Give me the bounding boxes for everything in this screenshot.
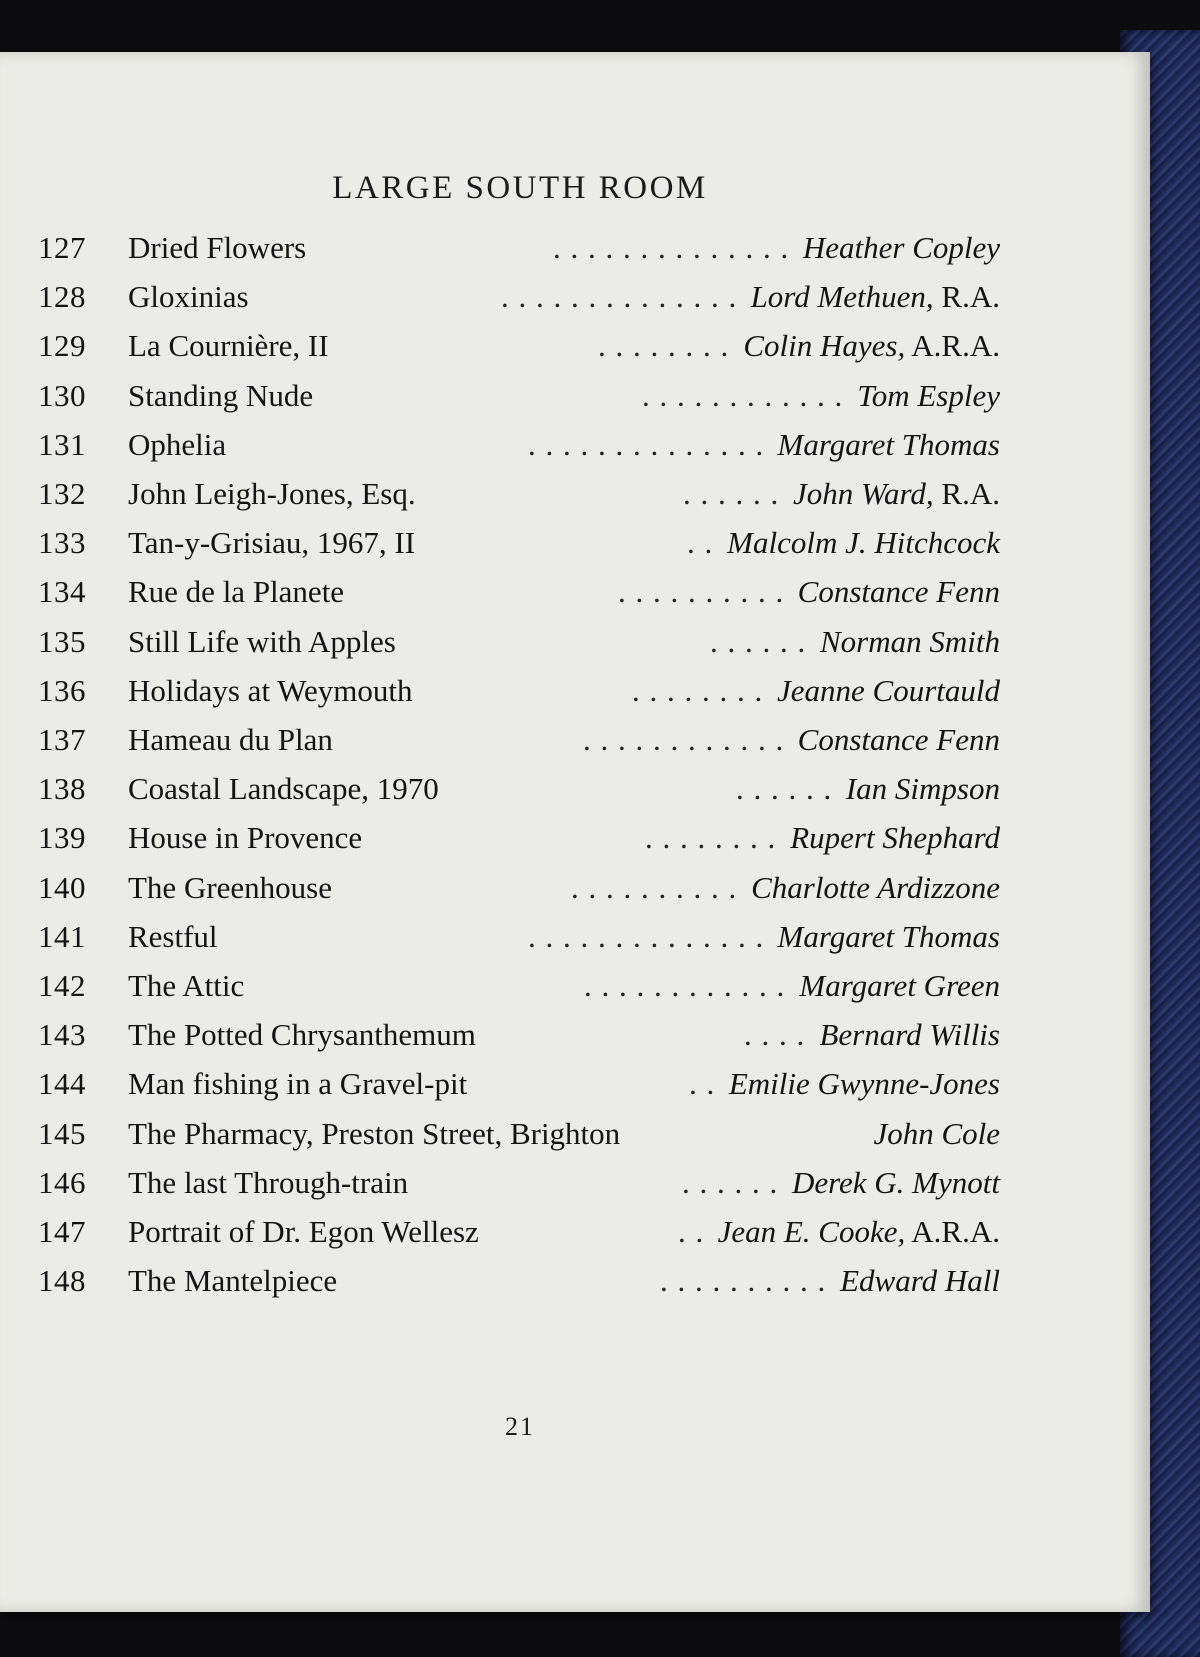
dot-leader: . . . . . . . . . . . . . .: [528, 918, 765, 954]
entry-title: Restful: [128, 918, 218, 954]
entry-title: John Leigh-Jones, Esq.: [128, 476, 416, 511]
entry-number: 134: [38, 574, 86, 610]
entry-artist: [793, 476, 1000, 512]
entry-artist: [751, 870, 1000, 906]
entry-artist: [820, 624, 1000, 660]
entry-row: [38, 1214, 1000, 1254]
entry-row: [38, 722, 1000, 762]
artist-name: Edward Hall: [840, 1263, 1000, 1299]
entry-artist: [840, 1263, 1000, 1299]
entry-number: 132: [38, 476, 86, 511]
entry-row: [38, 968, 1000, 1008]
entry-number: 147: [38, 1214, 86, 1249]
artist-name: Rupert Shephard: [790, 820, 1000, 856]
entry-title: Ophelia: [128, 426, 227, 462]
dot-leader: . . . . . . . . . .: [660, 1263, 827, 1299]
dot-leader: . . . . . .: [736, 771, 833, 807]
entry-artist: [857, 378, 1000, 414]
dot-leader: . . . . . . . . . .: [571, 869, 738, 905]
artist-name: Margaret Green: [799, 968, 1000, 1003]
entry-artist: [792, 1165, 1000, 1201]
artist-honours: R.A.: [941, 279, 1000, 315]
entry-title: The last Through-train: [128, 1164, 409, 1200]
entry-artist: [777, 673, 1000, 709]
artist-name: Jean E. Cooke,: [717, 1214, 906, 1249]
dot-leader: . . . . . . . . . . . .: [583, 722, 785, 757]
artist-name: Norman Smith: [820, 623, 1000, 659]
entry-artist: [743, 328, 1000, 364]
entry-number: 146: [38, 1164, 86, 1200]
entry-row: [38, 476, 1000, 516]
dot-leader: . . . . . . . . . . . . . .: [553, 230, 790, 265]
dot-leader: . . . . . .: [710, 623, 807, 659]
entry-number: 133: [38, 525, 86, 561]
entry-row: [38, 771, 1000, 811]
dot-leader: . . . .: [744, 1017, 806, 1053]
entry-artist: [790, 820, 1000, 856]
artist-name: Margaret Thomas: [777, 426, 1000, 462]
dot-leader: . . . . . . . .: [598, 328, 730, 364]
entry-number: 148: [38, 1263, 86, 1299]
entry-number: 128: [38, 279, 86, 315]
artist-name: Emilie Gwynne-Jones: [728, 1066, 1000, 1102]
entry-title: Holidays at Weymouth: [128, 672, 413, 708]
page-number: 21: [505, 1412, 535, 1441]
artist-name: Margaret Thomas: [777, 918, 1000, 954]
entry-artist: [727, 525, 1000, 561]
entry-row: [38, 1116, 1000, 1156]
entry-title: Still Life with Apples: [128, 623, 396, 659]
dot-leader: . . . . . . . . . . . .: [584, 968, 786, 1003]
artist-name: Ian Simpson: [845, 771, 1000, 807]
entry-title: The Potted Chrysanthemum: [128, 1017, 476, 1053]
artist-honours: A.R.A.: [911, 1214, 1000, 1249]
dot-leader: . . . . . . . . . .: [618, 574, 785, 610]
entry-artist: [751, 279, 1000, 315]
entry-number: 127: [38, 230, 86, 265]
dot-leader: . . . . . . . .: [645, 820, 777, 856]
entry-artist: [799, 968, 1000, 1004]
entry-artist: [798, 722, 1000, 758]
entry-title: The Greenhouse: [128, 869, 332, 905]
entry-row: [38, 574, 1000, 614]
entry-artist: [778, 919, 1000, 955]
catalogue-page: [0, 52, 1150, 1612]
entry-row: [38, 820, 1000, 860]
artist-name: Lord Methuen,: [750, 279, 934, 315]
artist-name: Heather Copley: [802, 230, 1000, 265]
entry-row: [38, 378, 1000, 418]
entry-number: 139: [38, 820, 86, 856]
dot-leader: . . . . . .: [683, 476, 780, 511]
artist-name: Constance Fenn: [797, 722, 1000, 757]
entry-title: Coastal Landscape, 1970: [128, 771, 439, 807]
entry-number: 143: [38, 1017, 86, 1053]
artist-name: Colin Hayes,: [743, 328, 906, 364]
entry-number: 145: [38, 1115, 86, 1151]
entry-row: [38, 1017, 1000, 1057]
entry-title: House in Provence: [128, 820, 363, 856]
entry-number: 137: [38, 722, 86, 757]
entry-number: 138: [38, 771, 86, 807]
entry-row: [38, 230, 1000, 270]
artist-name: Tom Espley: [857, 377, 1000, 413]
entry-artist: [819, 1017, 1000, 1053]
entry-title: Tan-y-Grisiau, 1967, II: [128, 525, 416, 561]
entry-number: 131: [38, 426, 86, 462]
dot-leader: . .: [689, 1066, 716, 1102]
entry-row: [38, 525, 1000, 565]
entry-row: [38, 624, 1000, 664]
entry-artist: [778, 427, 1000, 463]
entry-number: 129: [38, 328, 86, 364]
entry-title: Man fishing in a Gravel-pit: [128, 1066, 468, 1102]
entry-artist: [729, 1066, 1000, 1102]
artist-name: John Cole: [873, 1115, 1000, 1151]
artist-honours: R.A.: [941, 476, 1000, 511]
entry-title: Rue de la Planete: [128, 574, 345, 610]
artist-name: Constance Fenn: [797, 574, 1000, 610]
artist-name: Jeanne Courtauld: [777, 672, 1000, 708]
artist-name: Malcolm J. Hitchcock: [727, 525, 1000, 561]
artist-name: Charlotte Ardizzone: [751, 869, 1000, 905]
entry-number: 136: [38, 672, 86, 708]
entry-number: 130: [38, 377, 86, 413]
artist-name: John Ward,: [793, 476, 934, 511]
artist-honours: A.R.A.: [911, 328, 1000, 364]
entry-artist: [798, 574, 1000, 610]
dot-leader: . . . . . . . .: [632, 672, 764, 708]
dot-leader: . . . . . . . . . . . . . .: [501, 279, 738, 315]
entry-title: Portrait of Dr. Egon Wellesz: [128, 1214, 479, 1249]
entry-row: [38, 919, 1000, 959]
entry-artist: [718, 1214, 1000, 1250]
entry-row: [38, 1066, 1000, 1106]
entry-title: The Attic: [128, 968, 245, 1003]
artist-name: Bernard Willis: [819, 1017, 1000, 1053]
entry-title: Hameau du Plan: [128, 722, 333, 757]
dot-leader: . .: [678, 1214, 705, 1249]
entry-row: [38, 1263, 1000, 1303]
dot-leader: . . . . . .: [682, 1164, 779, 1200]
entry-title: La Cournière, II: [128, 328, 329, 364]
entry-artist: [846, 771, 1000, 807]
dot-leader: . .: [687, 525, 714, 561]
entry-title: The Pharmacy, Preston Street, Brighton: [128, 1115, 621, 1151]
entry-row: [38, 673, 1000, 713]
artist-name: Derek G. Mynott: [791, 1164, 1000, 1200]
entry-title: The Mantelpiece: [128, 1263, 338, 1299]
entry-number: 142: [38, 968, 86, 1003]
entry-number: 140: [38, 869, 86, 905]
page-heading: LARGE SOUTH ROOM: [332, 170, 708, 206]
dot-leader: . . . . . . . . . . . . . .: [528, 426, 765, 462]
entry-row: [38, 328, 1000, 368]
entry-row: [38, 1165, 1000, 1205]
entry-number: 144: [38, 1066, 86, 1102]
entry-artist: [873, 1116, 1000, 1152]
entry-row: [38, 427, 1000, 467]
entry-row: [38, 870, 1000, 910]
entry-title: Dried Flowers: [128, 230, 307, 265]
entry-title: Standing Nude: [128, 377, 314, 413]
entry-number: 135: [38, 623, 86, 659]
entry-row: [38, 279, 1000, 319]
dot-leader: . . . . . . . . . . . .: [642, 377, 844, 413]
entry-artist: [803, 230, 1000, 266]
entry-title: Gloxinias: [128, 279, 249, 315]
entry-number: 141: [38, 918, 86, 954]
